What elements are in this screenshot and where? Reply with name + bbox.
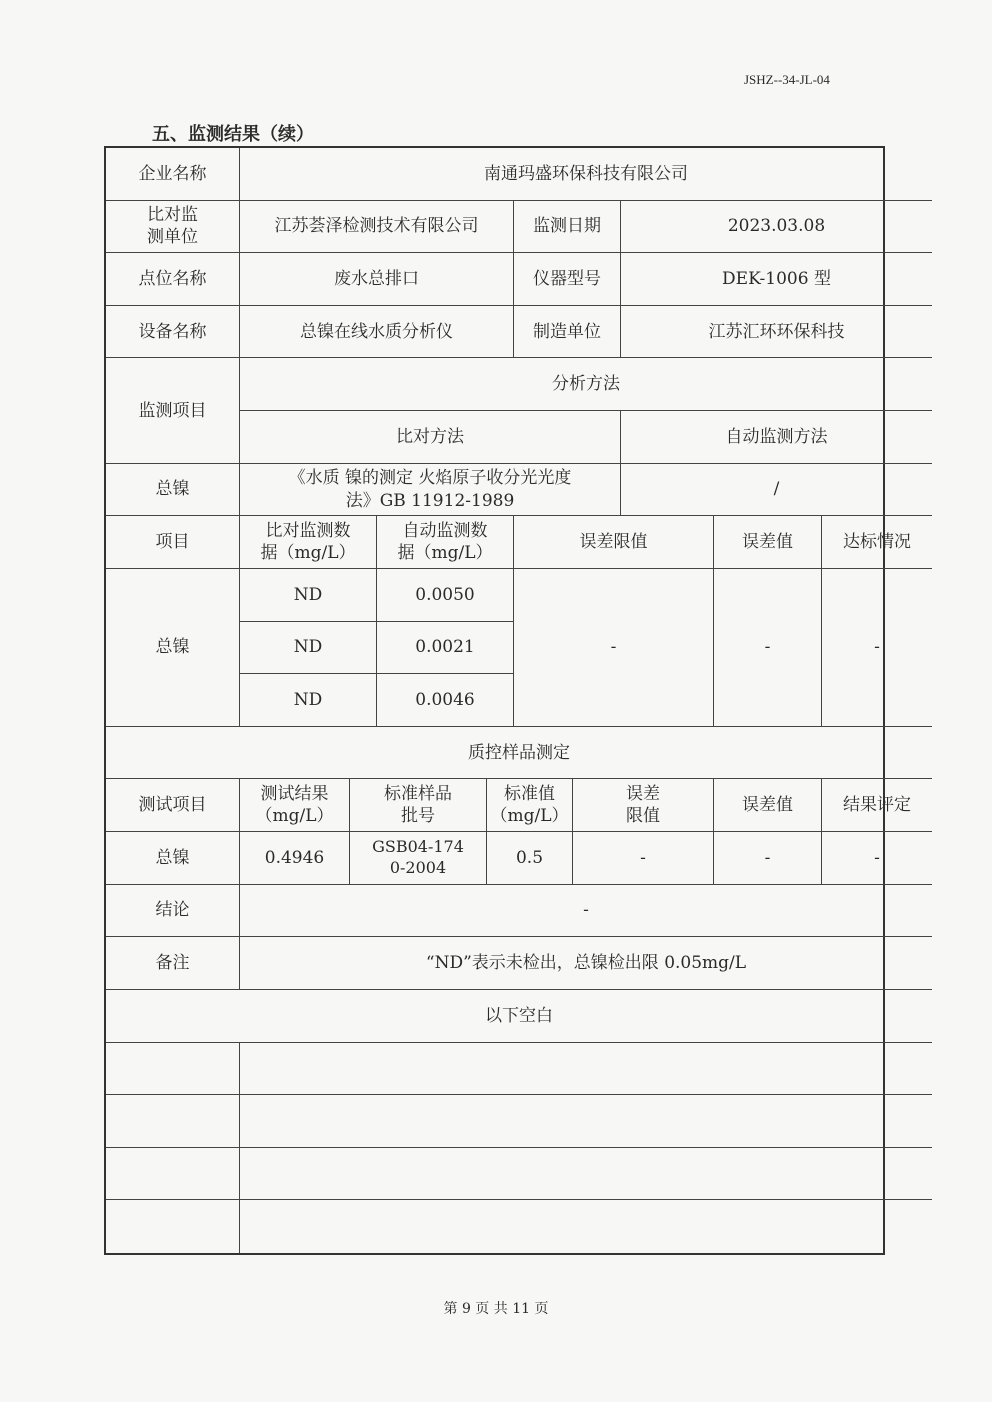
instrument-label: 仪器型号 xyxy=(514,253,621,306)
qc-col-eval: 结果评定 xyxy=(822,779,932,832)
method-nickel-label: 总镍 xyxy=(106,464,240,517)
result-col-limit: 误差限值 xyxy=(514,516,714,569)
empty-cell xyxy=(106,1200,240,1253)
company-value: 南通玛盛环保科技有限公司 xyxy=(240,148,932,201)
result-col-status: 达标情况 xyxy=(822,516,932,569)
qc-col-batch: 标准样品 批号 xyxy=(350,779,487,832)
compare-unit-label: 比对监 测单位 xyxy=(106,201,240,254)
section-title: 五、监测结果（续） xyxy=(152,124,314,145)
date-value: 2023.03.08 xyxy=(621,201,932,254)
result-auto-value: 0.0021 xyxy=(377,622,514,675)
empty-cell xyxy=(240,1095,932,1148)
qc-item: 总镍 xyxy=(106,832,240,885)
qc-col-std: 标准值 （mg/L） xyxy=(487,779,573,832)
empty-cell xyxy=(240,1148,932,1201)
empty-cell xyxy=(106,1095,240,1148)
qc-col-limit: 误差 限值 xyxy=(573,779,714,832)
result-limit-value: - xyxy=(514,569,714,727)
maker-value: 江苏汇环环保科技 xyxy=(621,306,932,359)
qc-col-error: 误差值 xyxy=(714,779,822,832)
qc-col-result: 测试结果 （mg/L） xyxy=(240,779,350,832)
result-col-auto: 自动监测数 据（mg/L） xyxy=(377,516,514,569)
qc-title: 质控样品测定 xyxy=(106,727,932,780)
qc-error: - xyxy=(714,832,822,885)
result-compare-value: ND xyxy=(240,674,377,727)
monitor-item-label: 监测项目 xyxy=(106,358,240,463)
result-compare-value: ND xyxy=(240,569,377,622)
result-auto-value: 0.0050 xyxy=(377,569,514,622)
remark-label: 备注 xyxy=(106,937,240,990)
document-code: JSHZ--34-JL-04 xyxy=(744,72,830,87)
point-value: 废水总排口 xyxy=(240,253,514,306)
result-col-error: 误差值 xyxy=(714,516,822,569)
empty-cell xyxy=(240,1043,932,1096)
remark-value: “ND”表示未检出，总镍检出限 0.05mg/L xyxy=(240,937,932,990)
compare-method-value: 《水质 镍的测定 火焰原子收分光光度 法》GB 11912-1989 xyxy=(240,464,621,517)
qc-batch: GSB04-174 0-2004 xyxy=(350,832,487,885)
monitoring-result-table xyxy=(104,146,911,1255)
result-item: 总镍 xyxy=(106,569,240,727)
page-number: 第 9 页 共 11 页 xyxy=(443,1301,549,1317)
result-error-value: - xyxy=(714,569,822,727)
qc-result: 0.4946 xyxy=(240,832,350,885)
qc-eval: - xyxy=(822,832,932,885)
auto-method-label: 自动监测方法 xyxy=(621,411,932,464)
compare-method-label: 比对方法 xyxy=(240,411,621,464)
result-col-compare: 比对监测数 据（mg/L） xyxy=(240,516,377,569)
analysis-method-label: 分析方法 xyxy=(240,358,932,411)
result-compare-value: ND xyxy=(240,622,377,675)
empty-cell xyxy=(106,1148,240,1201)
empty-cell xyxy=(106,1043,240,1096)
device-value: 总镍在线水质分析仪 xyxy=(240,306,514,359)
result-auto-value: 0.0046 xyxy=(377,674,514,727)
device-label: 设备名称 xyxy=(106,306,240,359)
maker-label: 制造单位 xyxy=(514,306,621,359)
empty-cell xyxy=(240,1200,932,1253)
qc-std: 0.5 xyxy=(487,832,573,885)
result-col-item: 项目 xyxy=(106,516,240,569)
conclusion-value: - xyxy=(240,885,932,938)
auto-method-value: / xyxy=(621,464,932,517)
company-label: 企业名称 xyxy=(106,148,240,201)
point-label: 点位名称 xyxy=(106,253,240,306)
date-label: 监测日期 xyxy=(514,201,621,254)
result-status-value: - xyxy=(822,569,932,727)
compare-unit-value: 江苏荟泽检测技术有限公司 xyxy=(240,201,514,254)
instrument-value: DEK-1006 型 xyxy=(621,253,932,306)
qc-limit: - xyxy=(573,832,714,885)
qc-col-item: 测试项目 xyxy=(106,779,240,832)
conclusion-label: 结论 xyxy=(106,885,240,938)
blank-note: 以下空白 xyxy=(106,990,932,1043)
